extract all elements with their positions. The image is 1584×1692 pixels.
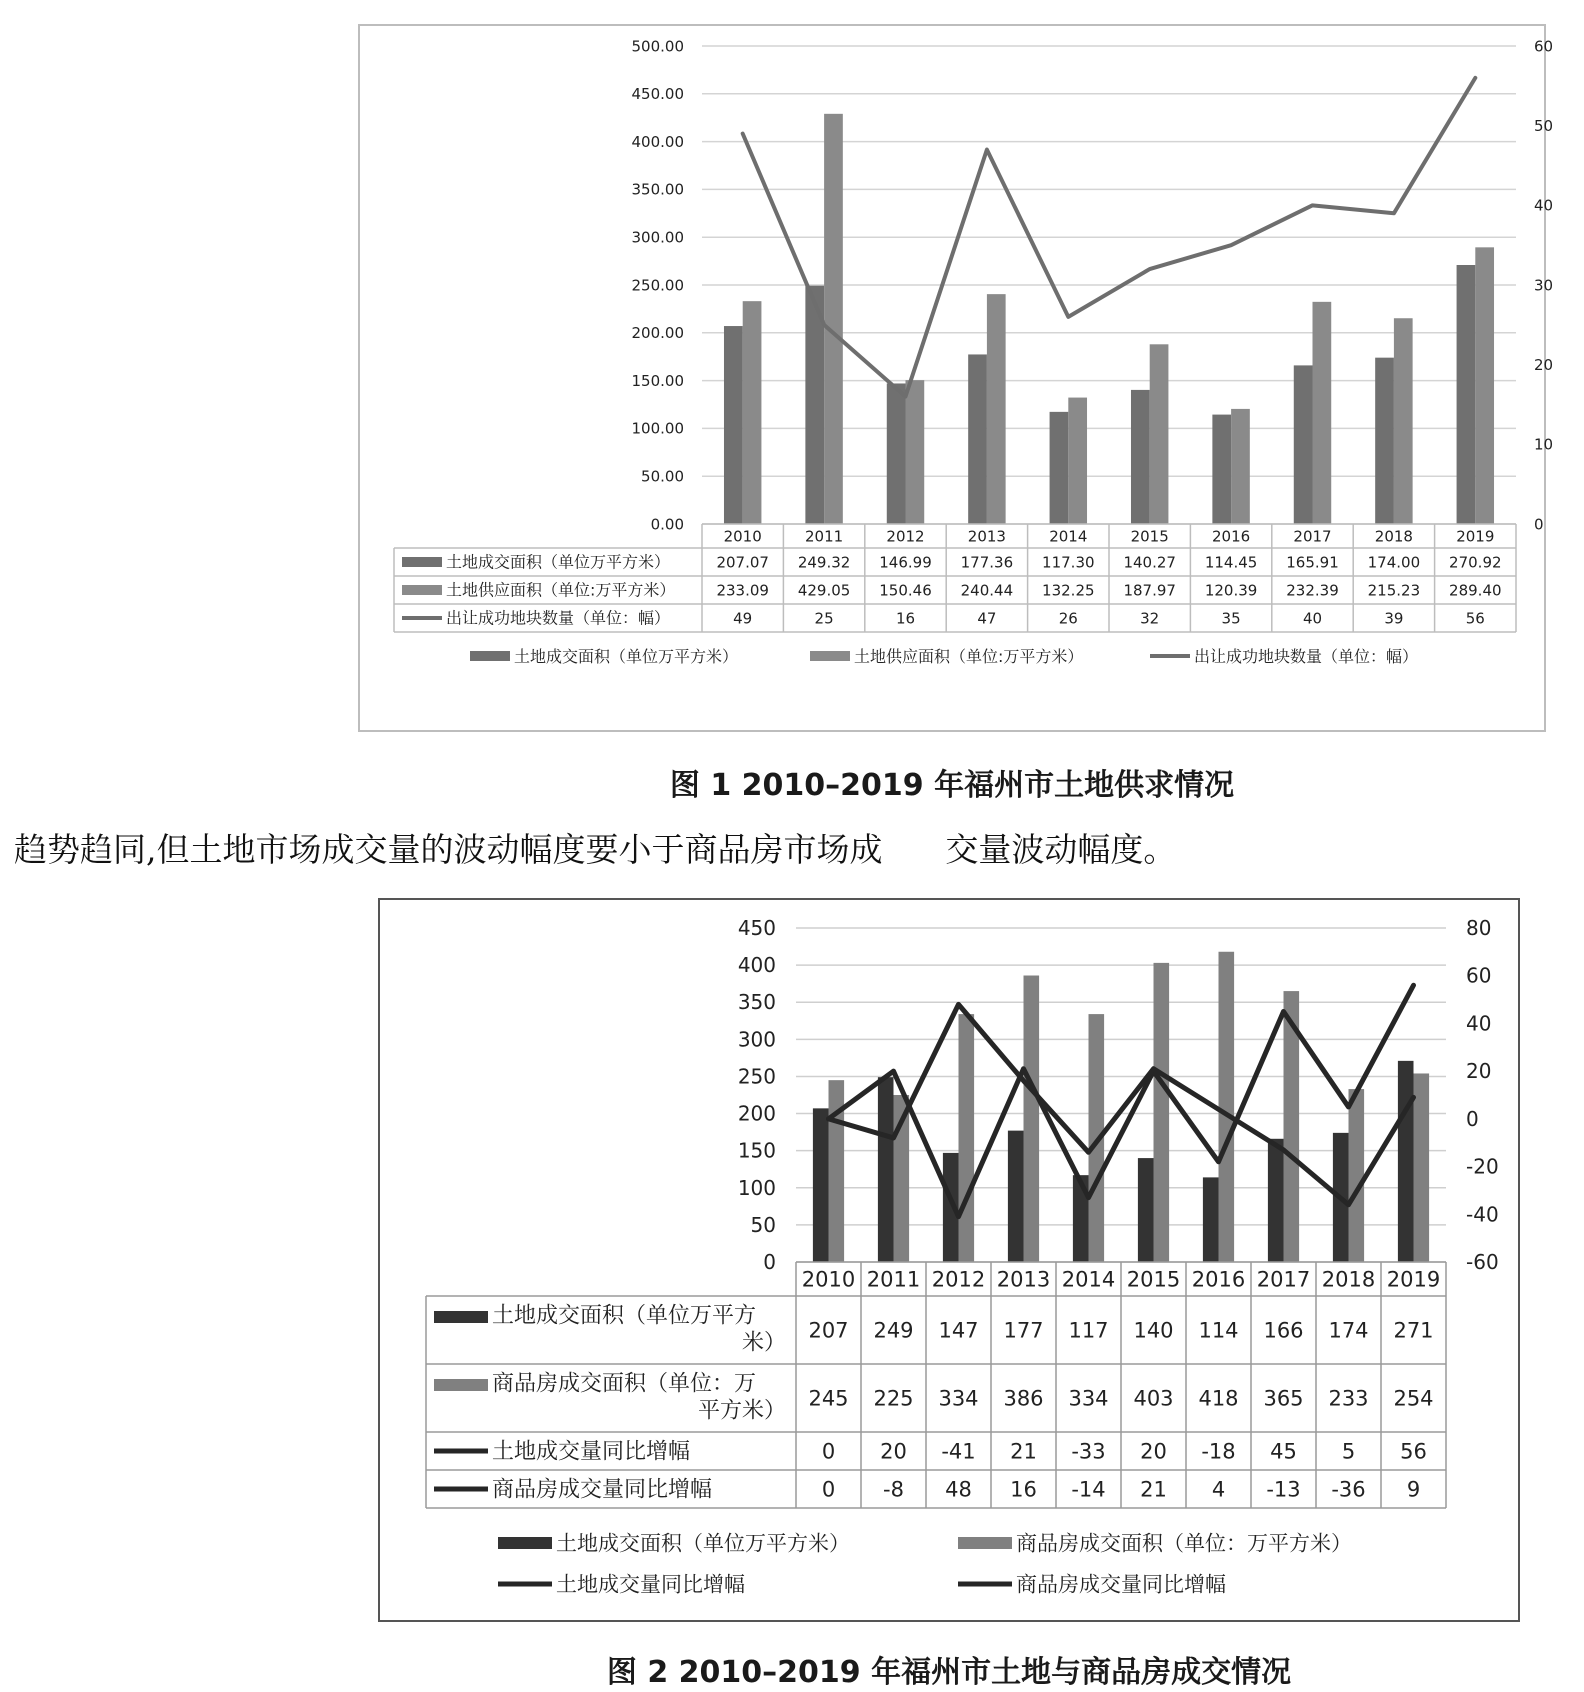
y-right-tick-label: 40 bbox=[1534, 196, 1554, 215]
table-cell-value: 270.92 bbox=[1449, 553, 1502, 572]
bar bbox=[1231, 409, 1250, 524]
table-row-header: 出让成功地块数量（单位：幅） bbox=[446, 608, 671, 628]
table-row-header: 土地成交面积（单位万平方 bbox=[492, 1303, 757, 1329]
y-left-tick-label: 500.00 bbox=[631, 37, 684, 56]
y-left-tick-label: 300.00 bbox=[631, 228, 684, 247]
legend-label: 土地供应面积（单位:万平方米） bbox=[854, 646, 1084, 666]
x-category-label: 2010 bbox=[801, 1267, 856, 1292]
legend-label: 商品房成交面积（单位：万平方米） bbox=[1016, 1531, 1352, 1556]
table-cell-value: 233.09 bbox=[716, 581, 769, 600]
table-cell-value: 16 bbox=[895, 609, 916, 628]
bar bbox=[1203, 1177, 1219, 1262]
bar bbox=[987, 294, 1006, 524]
y-right-tick-label: -60 bbox=[1466, 1250, 1499, 1274]
x-category-label: 2015 bbox=[1126, 1267, 1181, 1292]
bar bbox=[1212, 415, 1231, 524]
table-cell-value: 114 bbox=[1198, 1318, 1239, 1343]
x-category-label: 2019 bbox=[1456, 527, 1495, 546]
table-cell-value: 40 bbox=[1302, 609, 1323, 628]
table-cell-value: 16 bbox=[1010, 1477, 1037, 1502]
table-cell-value: 289.40 bbox=[1449, 581, 1502, 600]
table-cell-value: 56 bbox=[1465, 609, 1485, 628]
y-right-tick-label: 10 bbox=[1534, 435, 1554, 454]
table-cell-value: 174.00 bbox=[1367, 553, 1421, 572]
table-cell-value: 232.39 bbox=[1286, 581, 1339, 600]
legend-label: 土地成交量同比增幅 bbox=[556, 1572, 745, 1597]
x-category-label: 2018 bbox=[1321, 1267, 1376, 1292]
series-line bbox=[829, 985, 1414, 1216]
y-right-tick-label: 20 bbox=[1534, 355, 1554, 374]
table-cell-value: 45 bbox=[1270, 1439, 1297, 1464]
x-category-label: 2014 bbox=[1061, 1267, 1116, 1292]
table-cell-value: 334 bbox=[1068, 1386, 1109, 1411]
x-category-label: 2016 bbox=[1191, 1267, 1246, 1292]
x-category-label: 2016 bbox=[1212, 527, 1251, 546]
y-right-tick-label: 0 bbox=[1466, 1106, 1479, 1131]
table-row-header: 商品房成交量同比增幅 bbox=[492, 1477, 713, 1503]
x-category-label: 2013 bbox=[996, 1267, 1051, 1292]
y-left-tick-label: 50 bbox=[750, 1212, 776, 1237]
table-cell-value: 245 bbox=[808, 1386, 849, 1411]
table-cell-value: 35 bbox=[1221, 609, 1241, 628]
figure2-frame bbox=[378, 898, 1520, 1622]
table-cell-value: -33 bbox=[1071, 1439, 1106, 1464]
y-right-tick-label: 0 bbox=[1534, 515, 1544, 534]
x-category-label: 2010 bbox=[723, 527, 762, 546]
y-right-tick-label: -40 bbox=[1466, 1202, 1499, 1227]
bar bbox=[1375, 358, 1394, 524]
table-row-header: 土地成交面积（单位万平方米） bbox=[446, 552, 671, 572]
table-cell-value: 20 bbox=[1140, 1439, 1167, 1464]
bar bbox=[1219, 952, 1235, 1262]
table-cell-value: 32 bbox=[1140, 609, 1160, 628]
y-left-tick-label: 150.00 bbox=[631, 371, 684, 390]
y-right-tick-label: 60 bbox=[1466, 963, 1492, 988]
table-cell-value: 177.36 bbox=[960, 553, 1014, 572]
y-right-tick-label: 40 bbox=[1466, 1011, 1492, 1036]
y-right-tick-label: 30 bbox=[1534, 276, 1554, 295]
table-cell-value: 240.44 bbox=[960, 581, 1014, 600]
table-cell-value: 215.23 bbox=[1367, 581, 1421, 600]
table-cell-value: 146.99 bbox=[879, 553, 932, 572]
table-cell-value: 418 bbox=[1198, 1386, 1239, 1411]
table-cell-value: -41 bbox=[941, 1439, 976, 1464]
table-cell-value: 25 bbox=[814, 609, 834, 628]
table-cell-value: 334 bbox=[938, 1386, 979, 1411]
y-left-tick-label: 450 bbox=[737, 916, 776, 940]
bar bbox=[1154, 963, 1170, 1262]
table-cell-value: 120.39 bbox=[1204, 581, 1258, 600]
legend-swatch bbox=[498, 1537, 552, 1549]
table-cell-value: -8 bbox=[883, 1477, 904, 1502]
y-left-tick-label: 100 bbox=[737, 1175, 776, 1200]
table-cell-value: 9 bbox=[1406, 1477, 1421, 1502]
x-category-label: 2017 bbox=[1256, 1267, 1311, 1292]
bar bbox=[1457, 265, 1476, 524]
bar bbox=[1475, 247, 1494, 524]
table-cell-value: -13 bbox=[1266, 1477, 1301, 1502]
table-cell-value: 187.97 bbox=[1123, 581, 1176, 600]
x-category-label: 2018 bbox=[1374, 527, 1413, 546]
legend-swatch bbox=[402, 585, 442, 595]
x-category-label: 2012 bbox=[886, 527, 925, 546]
legend-label: 出让成功地块数量（单位：幅） bbox=[1194, 646, 1419, 666]
figure2-chart bbox=[380, 900, 1518, 1620]
legend-swatch bbox=[434, 1379, 488, 1391]
bar bbox=[1131, 390, 1150, 524]
y-left-tick-label: 200 bbox=[737, 1101, 776, 1126]
y-left-tick-label: 250.00 bbox=[631, 276, 684, 295]
y-left-tick-label: 200.00 bbox=[631, 324, 684, 343]
table-cell-value: 39 bbox=[1384, 609, 1404, 628]
x-category-label: 2014 bbox=[1049, 527, 1088, 546]
table-cell-value: 429.05 bbox=[797, 581, 851, 600]
body-paragraph: 趋势趋同,但土地市场成交量的波动幅度要小于商品房市场成 交量波动幅度。 bbox=[14, 830, 1177, 869]
bar bbox=[1394, 318, 1413, 524]
table-row-header: 土地成交量同比增幅 bbox=[492, 1439, 691, 1465]
table-cell-value: -14 bbox=[1071, 1477, 1106, 1502]
legend-swatch bbox=[470, 651, 510, 661]
y-left-tick-label: 350.00 bbox=[631, 180, 684, 199]
bar bbox=[1313, 302, 1332, 524]
table-cell-value: 4 bbox=[1211, 1477, 1226, 1502]
table-cell-value: 140.27 bbox=[1123, 553, 1176, 572]
table-cell-value: 47 bbox=[977, 609, 997, 628]
table-cell-value: 165.91 bbox=[1286, 553, 1339, 572]
bar bbox=[906, 380, 925, 524]
figure1-caption: 图 1 2010–2019 年福州市土地供求情况 bbox=[669, 768, 1235, 803]
table-cell-value: 233 bbox=[1328, 1386, 1369, 1411]
y-right-tick-label: -20 bbox=[1466, 1154, 1499, 1179]
table-cell-value: -36 bbox=[1331, 1477, 1366, 1502]
table-cell-value: 0 bbox=[821, 1477, 836, 1502]
x-category-label: 2017 bbox=[1293, 527, 1332, 546]
y-left-tick-label: 250 bbox=[737, 1064, 776, 1089]
y-right-tick-label: 80 bbox=[1466, 916, 1492, 940]
table-cell-value: 150.46 bbox=[879, 581, 932, 600]
bar bbox=[959, 1014, 975, 1262]
table-cell-value: 56 bbox=[1400, 1439, 1427, 1464]
table-cell-value: 48 bbox=[945, 1477, 972, 1502]
table-cell-value: 49 bbox=[733, 609, 753, 628]
table-cell-value: 21 bbox=[1140, 1477, 1167, 1502]
bar bbox=[813, 1108, 829, 1262]
legend-swatch bbox=[434, 1311, 488, 1323]
legend-swatch bbox=[402, 557, 442, 567]
table-cell-value: 254 bbox=[1393, 1386, 1434, 1411]
bar bbox=[1138, 1158, 1154, 1262]
y-right-tick-label: 50 bbox=[1534, 116, 1554, 135]
bar bbox=[1008, 1131, 1024, 1262]
y-left-tick-label: 0.00 bbox=[650, 515, 684, 534]
table-cell-value: 249.32 bbox=[797, 553, 851, 572]
bar bbox=[1349, 1089, 1365, 1262]
table-cell-value: 207.07 bbox=[716, 553, 769, 572]
table-cell-value: 386 bbox=[1003, 1386, 1044, 1411]
bar bbox=[1068, 398, 1087, 524]
table-cell-value: 249 bbox=[873, 1318, 914, 1343]
table-cell-value: 166 bbox=[1263, 1318, 1304, 1343]
bar bbox=[1398, 1061, 1414, 1262]
table-row-header: 平方米） bbox=[697, 1398, 786, 1424]
legend-swatch bbox=[958, 1537, 1012, 1549]
bar bbox=[1414, 1073, 1430, 1262]
series-line bbox=[829, 1004, 1414, 1204]
table-cell-value: 147 bbox=[938, 1318, 979, 1343]
figure1-chart bbox=[360, 26, 1554, 730]
x-category-label: 2019 bbox=[1386, 1267, 1441, 1292]
y-left-tick-label: 50.00 bbox=[641, 467, 684, 486]
bar bbox=[1024, 976, 1040, 1262]
table-cell-value: 114.45 bbox=[1204, 553, 1258, 572]
y-left-tick-label: 0 bbox=[763, 1250, 776, 1274]
legend-swatch bbox=[810, 651, 850, 661]
bar bbox=[878, 1077, 894, 1262]
figure1-frame bbox=[358, 24, 1554, 732]
bar bbox=[824, 114, 843, 524]
table-cell-value: 5 bbox=[1341, 1439, 1356, 1464]
table-row-header: 土地供应面积（单位:万平方米） bbox=[446, 580, 676, 600]
bar bbox=[887, 383, 906, 524]
x-category-label: 2012 bbox=[931, 1267, 986, 1292]
table-cell-value: 140 bbox=[1133, 1318, 1174, 1343]
table-cell-value: 271 bbox=[1393, 1318, 1434, 1343]
x-category-label: 2015 bbox=[1130, 527, 1169, 546]
figure2-caption: 图 2 2010–2019 年福州市土地与商品房成交情况 bbox=[606, 1655, 1292, 1690]
bar bbox=[1050, 412, 1069, 524]
table-row-header: 商品房成交面积（单位：万 bbox=[492, 1371, 757, 1397]
table-cell-value: 26 bbox=[1058, 609, 1078, 628]
table-cell-value: 21 bbox=[1010, 1439, 1037, 1464]
y-right-tick-label: 20 bbox=[1466, 1059, 1492, 1084]
table-cell-value: 177 bbox=[1003, 1318, 1044, 1343]
table-cell-value: -18 bbox=[1201, 1439, 1236, 1464]
bar bbox=[1294, 365, 1313, 524]
table-cell-value: 174 bbox=[1328, 1318, 1369, 1343]
y-left-tick-label: 300 bbox=[737, 1027, 776, 1052]
bar bbox=[1268, 1139, 1284, 1262]
table-cell-value: 117 bbox=[1068, 1318, 1109, 1343]
table-cell-value: 117.30 bbox=[1042, 553, 1095, 572]
y-left-tick-label: 400 bbox=[737, 953, 776, 978]
legend-label: 商品房成交量同比增幅 bbox=[1016, 1572, 1226, 1597]
table-cell-value: 365 bbox=[1263, 1386, 1304, 1411]
legend-label: 土地成交面积（单位万平方米） bbox=[514, 646, 739, 666]
x-category-label: 2011 bbox=[805, 527, 844, 546]
bar bbox=[743, 301, 762, 524]
y-left-tick-label: 450.00 bbox=[631, 85, 684, 104]
y-left-tick-label: 100.00 bbox=[631, 419, 684, 438]
table-cell-value: 132.25 bbox=[1042, 581, 1095, 600]
bar bbox=[1150, 344, 1169, 524]
bar bbox=[724, 326, 743, 524]
x-category-label: 2013 bbox=[967, 527, 1006, 546]
table-cell-value: 20 bbox=[880, 1439, 907, 1464]
x-category-label: 2011 bbox=[866, 1267, 921, 1292]
table-cell-value: 207 bbox=[808, 1318, 849, 1343]
y-left-tick-label: 350 bbox=[737, 990, 776, 1015]
legend-label: 土地成交面积（单位万平方米） bbox=[556, 1531, 850, 1556]
y-left-tick-label: 150 bbox=[737, 1138, 776, 1163]
y-right-tick-label: 60 bbox=[1534, 37, 1554, 56]
table-row-header: 米） bbox=[741, 1330, 786, 1356]
bar bbox=[968, 354, 987, 524]
table-cell-value: 225 bbox=[873, 1386, 914, 1411]
table-cell-value: 403 bbox=[1133, 1386, 1174, 1411]
y-left-tick-label: 400.00 bbox=[631, 132, 684, 151]
table-cell-value: 0 bbox=[821, 1439, 836, 1464]
